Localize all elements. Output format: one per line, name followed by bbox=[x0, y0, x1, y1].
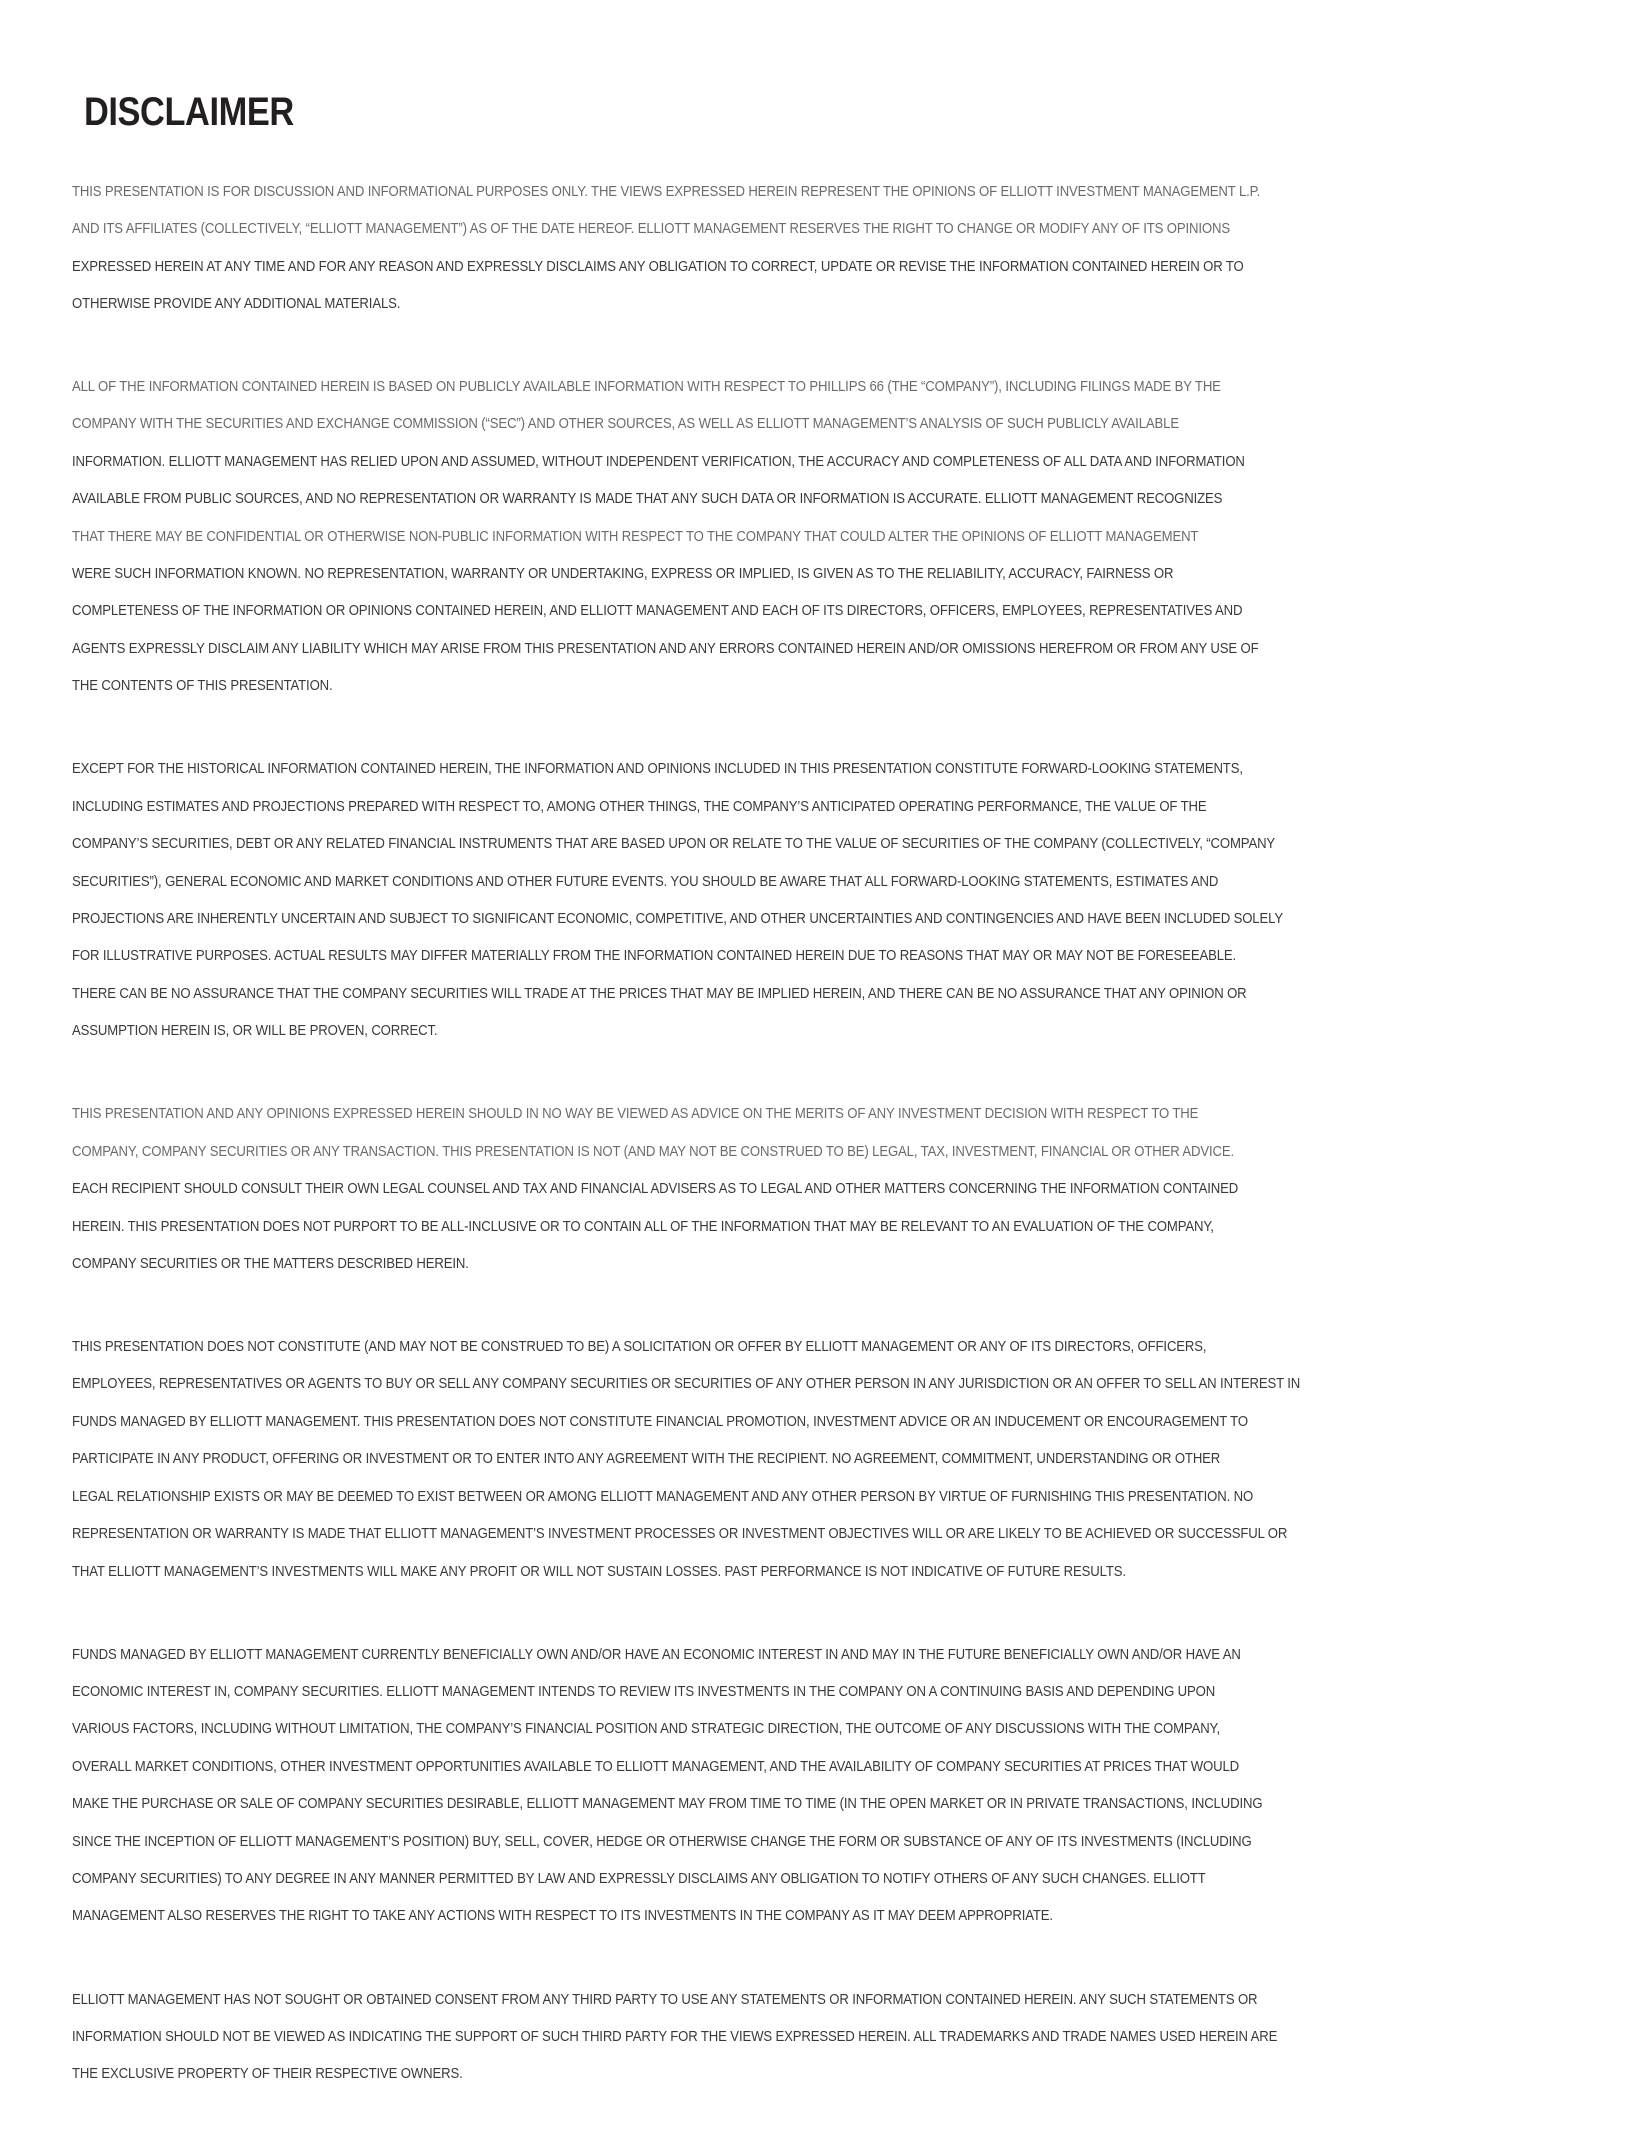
text-line: THIS PRESENTATION IS FOR DISCUSSION AND INFORMATIONAL PURPOSES ONLY. THE VIEWS EXPRESSED HEREIN REPRESENT THE OPINIONS OF ELLIOTT INVESTMENT MANAGEMENT L.P. bbox=[72, 182, 1261, 200]
text-line: INCLUDING ESTIMATES AND PROJECTIONS PREPARED WITH RESPECT TO, AMONG OTHER THINGS, THE COMPANY’S ANTICIPATED OPERATING PERFORMANCE, THE VALUE OF THE bbox=[72, 797, 1207, 815]
text-line: ELLIOTT MANAGEMENT HAS NOT SOUGHT OR OBTAINED CONSENT FROM ANY THIRD PARTY TO USE ANY STATEMENTS OR INFORMATION CONTAINED HEREIN. ANY SUCH STATEMENTS OR bbox=[72, 1990, 1258, 2008]
text-line: OTHERWISE PROVIDE ANY ADDITIONAL MATERIALS. bbox=[72, 294, 401, 312]
text-line: MANAGEMENT ALSO RESERVES THE RIGHT TO TAKE ANY ACTIONS WITH RESPECT TO ITS INVESTMENTS IN THE COMPANY AS IT MAY DEEM APPROPRIATE. bbox=[72, 1907, 1053, 1925]
text-line: ALL OF THE INFORMATION CONTAINED HEREIN IS BASED ON PUBLICLY AVAILABLE INFORMATION WITH RESPECT TO PHILLIPS 66 (THE “COMPANY”), INCLUDING FILINGS MADE BY THE bbox=[72, 378, 1221, 396]
text-line: MAKE THE PURCHASE OR SALE OF COMPANY SECURITIES DESIRABLE, ELLIOTT MANAGEMENT MAY FROM TIME TO TIME (IN THE OPEN MARKET OR IN PRIVATE TRANSACTIONS, INCLUDING bbox=[72, 1795, 1263, 1813]
text-line: INFORMATION. ELLIOTT MANAGEMENT HAS RELIED UPON AND ASSUMED, WITHOUT INDEPENDENT VERIFICATION, THE ACCURACY AND COMPLETENESS OF ALL DATA AND INFORMATION bbox=[72, 452, 1245, 470]
text-line: ASSUMPTION HEREIN IS, OR WILL BE PROVEN, CORRECT. bbox=[72, 1022, 438, 1040]
text-line: COMPANY SECURITIES OR THE MATTERS DESCRIBED HEREIN. bbox=[72, 1254, 469, 1272]
text-line: COMPLETENESS OF THE INFORMATION OR OPINIONS CONTAINED HEREIN, AND ELLIOTT MANAGEMENT AND EACH OF ITS DIRECTORS, OFFICERS, EMPLOYEES, REPRESENTATIVES AND bbox=[72, 602, 1243, 620]
text-line: OVERALL MARKET CONDITIONS, OTHER INVESTMENT OPPORTUNITIES AVAILABLE TO ELLIOTT MANAGEMENT, AND THE AVAILABILITY OF COMPANY SECURITIES AT PRICES THAT WOULD bbox=[72, 1757, 1240, 1775]
text-line: COMPANY’S SECURITIES, DEBT OR ANY RELATED FINANCIAL INSTRUMENTS THAT ARE BASED UPON OR RELATE TO THE VALUE OF SECURITIES OF THE COMPANY (COLLECTIVELY, “COMPANY bbox=[72, 835, 1276, 853]
text-line: INFORMATION SHOULD NOT BE VIEWED AS INDICATING THE SUPPORT OF SUCH THIRD PARTY FOR THE VIEWS EXPRESSED HEREIN. ALL TRADEMARKS AND TRADE NAMES USED HEREIN ARE bbox=[72, 2027, 1278, 2045]
text-line: EMPLOYEES, REPRESENTATIVES OR AGENTS TO BUY OR SELL ANY COMPANY SECURITIES OR SECURITIES OF ANY OTHER PERSON IN ANY JURISDICTION OR AN OFFER TO SELL AN INTEREST IN bbox=[72, 1375, 1301, 1393]
text-line: PARTICIPATE IN ANY PRODUCT, OFFERING OR INVESTMENT OR TO ENTER INTO ANY AGREEMENT WITH THE RECIPIENT. NO AGREEMENT, COMMITMENT, UNDERSTANDING OR OTHER bbox=[72, 1450, 1221, 1468]
text-line: AND ITS AFFILIATES (COLLECTIVELY, “ELLIOTT MANAGEMENT”) AS OF THE DATE HEREOF. ELLIOTT MANAGEMENT RESERVES THE RIGHT TO CHANGE OR MODIFY ANY OF ITS OPINIONS bbox=[72, 220, 1230, 238]
paragraph-third-party bbox=[72, 1972, 1491, 2103]
paragraph-no-solicitation bbox=[72, 1319, 1491, 1600]
text-line: AGENTS EXPRESSLY DISCLAIM ANY LIABILITY WHICH MAY ARISE FROM THIS PRESENTATION AND ANY ERRORS CONTAINED HEREIN AND/OR OMISSIONS HEREFROM OR FROM ANY USE OF bbox=[72, 639, 1259, 657]
paragraph-forward-looking bbox=[72, 742, 1491, 1060]
text-line: COMPANY SECURITIES) TO ANY DEGREE IN ANY MANNER PERMITTED BY LAW AND EXPRESSLY DISCLAIMS ANY OBLIGATION TO NOTIFY OTHERS OF ANY SUCH CHANGES. ELLIOTT bbox=[72, 1870, 1206, 1888]
text-line: COMPANY WITH THE SECURITIES AND EXCHANGE COMMISSION (“SEC”) AND OTHER SOURCES, AS WELL AS ELLIOTT MANAGEMENT’S ANALYSIS OF SUCH PUBLICLY AVAILABLE bbox=[72, 415, 1179, 433]
text-line: THIS PRESENTATION AND ANY OPINIONS EXPRESSED HEREIN SHOULD IN NO WAY BE VIEWED AS ADVICE ON THE MERITS OF ANY INVESTMENT DECISION WITH RESPECT TO THE bbox=[72, 1105, 1199, 1123]
text-line: THIS PRESENTATION DOES NOT CONSTITUTE (AND MAY NOT BE CONSTRUED TO BE) A SOLICITATION OR OFFER BY ELLIOTT MANAGEMENT OR ANY OF ITS DIRECTORS, OFFICERS, bbox=[72, 1338, 1207, 1356]
text-line: THAT THERE MAY BE CONFIDENTIAL OR OTHERWISE NON-PUBLIC INFORMATION WITH RESPECT TO THE COMPANY THAT COULD ALTER THE OPINIONS OF ELLIOTT MANAGEMENT bbox=[72, 527, 1199, 545]
text-line: ECONOMIC INTEREST IN, COMPANY SECURITIES. ELLIOTT MANAGEMENT INTENDS TO REVIEW ITS INVESTMENTS IN THE COMPANY ON A CONTINUING BASIS AND DEPENDING UPON bbox=[72, 1683, 1216, 1701]
text-line: FUNDS MANAGED BY ELLIOTT MANAGEMENT. THIS PRESENTATION DOES NOT CONSTITUTE FINANCIAL PROMOTION, INVESTMENT ADVICE OR AN INDUCEMENT OR ENCOURAGEMENT TO bbox=[72, 1412, 1248, 1430]
text-line: SINCE THE INCEPTION OF ELLIOTT MANAGEMENT’S POSITION) BUY, SELL, COVER, HEDGE OR OTHERWISE CHANGE THE FORM OR SUBSTANCE OF ANY OF ITS INVESTMENTS (INCLUDING bbox=[72, 1832, 1252, 1850]
text-line: THE CONTENTS OF THIS PRESENTATION. bbox=[72, 677, 333, 695]
text-line: AVAILABLE FROM PUBLIC SOURCES, AND NO REPRESENTATION OR WARRANTY IS MADE THAT ANY SUCH DATA OR INFORMATION IS ACCURATE. ELLIOTT MANAGEMENT RECOGNIZES bbox=[72, 490, 1223, 508]
paragraph-purpose bbox=[72, 164, 1491, 332]
text-line: EXCEPT FOR THE HISTORICAL INFORMATION CONTAINED HEREIN, THE INFORMATION AND OPINIONS INCLUDED IN THIS PRESENTATION CONSTITUTE FORWARD-LOOKING STATEMENTS, bbox=[72, 760, 1243, 778]
text-line: EXPRESSED HEREIN AT ANY TIME AND FOR ANY REASON AND EXPRESSLY DISCLAIMS ANY OBLIGATION TO CORRECT, UPDATE OR REVISE THE INFORMATION CONTAINED HEREIN OR TO bbox=[72, 257, 1244, 275]
page-title: DISCLAIMER bbox=[84, 90, 294, 134]
text-line: THE EXCLUSIVE PROPERTY OF THEIR RESPECTIVE OWNERS. bbox=[72, 2065, 463, 2083]
text-line: THAT ELLIOTT MANAGEMENT’S INVESTMENTS WILL MAKE ANY PROFIT OR WILL NOT SUSTAIN LOSSES. PAST PERFORMANCE IS NOT INDICATIVE OF FUTURE RESULTS. bbox=[72, 1562, 1126, 1580]
paragraph-beneficial-ownership bbox=[72, 1627, 1491, 1945]
text-line: SECURITIES”), GENERAL ECONOMIC AND MARKET CONDITIONS AND OTHER FUTURE EVENTS. YOU SHOULD BE AWARE THAT ALL FORWARD-LOOKING STATEMENTS, ESTIMATES AND bbox=[72, 872, 1219, 890]
text-line: THERE CAN BE NO ASSURANCE THAT THE COMPANY SECURITIES WILL TRADE AT THE PRICES THAT MAY BE IMPLIED HEREIN, AND THERE CAN BE NO ASSURANCE THAT ANY OPINION OR bbox=[72, 984, 1247, 1002]
paragraph-not-advice bbox=[72, 1087, 1491, 1293]
text-line: FUNDS MANAGED BY ELLIOTT MANAGEMENT CURRENTLY BENEFICIALLY OWN AND/OR HAVE AN ECONOMIC INTEREST IN AND MAY IN THE FUTURE BENEFICIALLY OWN AND/OR HAVE AN bbox=[72, 1645, 1241, 1663]
text-line: COMPANY, COMPANY SECURITIES OR ANY TRANSACTION. THIS PRESENTATION IS NOT (AND MAY NOT BE CONSTRUED TO BE) LEGAL, TAX, INVESTMENT, FINANCIAL OR OTHER ADVICE. bbox=[72, 1142, 1235, 1160]
text-line: VARIOUS FACTORS, INCLUDING WITHOUT LIMITATION, THE COMPANY’S FINANCIAL POSITION AND STRATEGIC DIRECTION, THE OUTCOME OF ANY DISCUSSIONS WITH THE COMPANY, bbox=[72, 1720, 1221, 1738]
paragraph-information-source bbox=[72, 359, 1491, 714]
text-line: HEREIN. THIS PRESENTATION DOES NOT PURPORT TO BE ALL-INCLUSIVE OR TO CONTAIN ALL OF THE INFORMATION THAT MAY BE RELEVANT TO AN EVALUATION OF THE COMPANY, bbox=[72, 1217, 1214, 1235]
text-line: LEGAL RELATIONSHIP EXISTS OR MAY BE DEEMED TO EXIST BETWEEN OR AMONG ELLIOTT MANAGEMENT AND ANY OTHER PERSON BY VIRTUE OF FURNISHING THIS PRESENTATION. NO bbox=[72, 1487, 1254, 1505]
text-line: PROJECTIONS ARE INHERENTLY UNCERTAIN AND SUBJECT TO SIGNIFICANT ECONOMIC, COMPETITIVE, AND OTHER UNCERTAINTIES AND CONTINGENCIES AND HAVE BEEN INCLUDED SOLELY bbox=[72, 910, 1283, 928]
disclaimer-body bbox=[72, 164, 1491, 2130]
text-line: REPRESENTATION OR WARRANTY IS MADE THAT ELLIOTT MANAGEMENT’S INVESTMENT PROCESSES OR INVESTMENT OBJECTIVES WILL OR ARE LIKELY TO BE ACHIEVED OR SUCCESSFUL OR bbox=[72, 1525, 1288, 1543]
text-line: WERE SUCH INFORMATION KNOWN. NO REPRESENTATION, WARRANTY OR UNDERTAKING, EXPRESS OR IMPLIED, IS GIVEN AS TO THE RELIABILITY, ACCURACY, FAIRNESS OR bbox=[72, 565, 1174, 583]
text-line: EACH RECIPIENT SHOULD CONSULT THEIR OWN LEGAL COUNSEL AND TAX AND FINANCIAL ADVISERS AS TO LEGAL AND OTHER MATTERS CONCERNING THE INFORMATION CONTAINED bbox=[72, 1180, 1239, 1198]
text-line: FOR ILLUSTRATIVE PURPOSES. ACTUAL RESULTS MAY DIFFER MATERIALLY FROM THE INFORMATION CONTAINED HEREIN DUE TO REASONS THAT MAY OR MAY NOT BE FORESEEABLE. bbox=[72, 947, 1237, 965]
